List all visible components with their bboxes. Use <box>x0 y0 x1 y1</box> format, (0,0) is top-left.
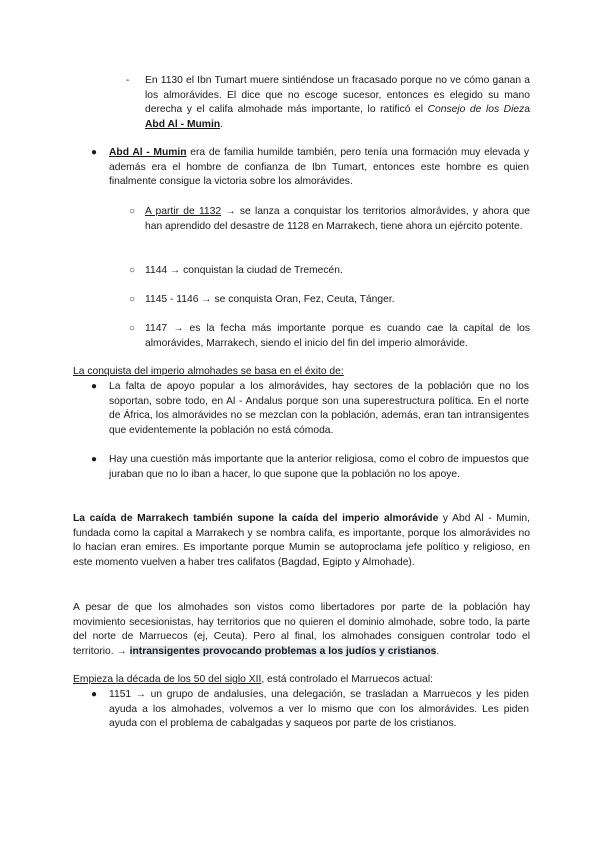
bullet-item: Hay una cuestión más importante que la anterior religiosa, como el cobro de impuestos que juraban que no lo iban a hacer, lo que supone que la población no los apoye. <box>109 454 529 480</box>
circle-marker: ○ <box>129 265 136 276</box>
circle-marker: ○ <box>129 294 136 305</box>
bullet-item: 1151 → un grupo de andalusíes, una delegación, se trasladan a Marruecos y les piden ayuda a los almohades, volvemos a ver lo mismo que con los almorávides. Les piden ayuda con el problema de cabalgadas y saqueos por parte de los cristianos. <box>109 689 529 730</box>
circle-marker: ○ <box>129 323 136 334</box>
section-heading-conquista: La conquista del imperio almohades se basa en el éxito de: <box>73 366 344 377</box>
sub-item: 1144 → conquistan la ciudad de Tremecén. <box>145 265 343 276</box>
bullet-marker: ● <box>91 147 98 158</box>
bold-name: Abd Al - Mumin <box>109 147 187 158</box>
paragraph-pesar: A pesar de que los almohades son vistos como libertadores por parte de la población hay movimiento secesionistas, hay territorios que no quieren el dominio almohade, sobre todo, la parte del norte de Marruecos (ej, Ceuta). Pero al final, los almohades consiguen controlar todo el territorio. → intransigentes provocando problemas a los judíos y cristianos. <box>73 602 530 657</box>
italic-term: Consejo de los Diez <box>427 104 525 116</box>
highlighted-phrase: intransigentes provocando problemas a los judíos y cristianos <box>129 645 437 657</box>
circle-marker: ○ <box>129 206 136 217</box>
sub-item: 1147 → es la fecha más importante porque es cuando cae la capital de los almorávides, Marrakech, siendo el inicio del fin del imperio almorávide. <box>145 323 530 349</box>
bullet-marker: ● <box>91 454 98 465</box>
bullet-item: La falta de apoyo popular a los almorávides, hay sectores de la población que no los soportan, sobre todo, en Al - Andalus porque son una superestructura política. En el norte de África, los almorávides no se mezclan con la población, además, eran tan intransigentes que evidentemente la población no está cómoda. <box>109 381 529 436</box>
dash-marker: - <box>126 75 130 86</box>
sub-item: A partir de 1132 → se lanza a conquistar los territorios almorávides, y ahora que han aprendido del desastre de 1128 en Marrakech, tiene ahora un ejército potente. <box>145 206 530 232</box>
sub-item: 1145 - 1146 → se conquista Oran, Fez, Ceuta, Tánger. <box>145 294 395 305</box>
section-heading-empieza: Empieza la década de los 50 del siglo XII, está controlado el Marruecos actual: <box>73 674 434 685</box>
bullet-abd-text: Abd Al - Mumin era de familia humilde también, pero tenía una formación muy elevada y además era el hombre de confianza de Ibn Tumart, entonces este hombre es quien finalmente consigue la victoria sobre los almorávides. <box>109 147 529 188</box>
dash-item-text: En 1130 el Ibn Tumart muere sintiéndose un fracasado porque no ve cómo ganan a los almorávides. El dice que no escoge sucesor, entonces es elegido su mano derecha y el califa almohade más importante, lo ratificó el Consejo de los Dieza Abd Al - Mumin. <box>145 75 531 130</box>
bullet-marker: ● <box>91 689 98 700</box>
bold-name: Abd Al - Mumin <box>145 118 221 130</box>
paragraph-caida: La caída de Marrakech también supone la caída del imperio almorávide y Abd Al - Mumin, fundada como la capital a Marrakech y se nombra califa, es importante, porque los almorávides no lo hacían eran emires. Es importante porque Mumin se autoproclama jefe político y religioso, en este momento vuelven a haber tres califatos (Bagdad, Egipto y Almohade). <box>73 513 530 568</box>
bullet-marker: ● <box>91 381 98 392</box>
